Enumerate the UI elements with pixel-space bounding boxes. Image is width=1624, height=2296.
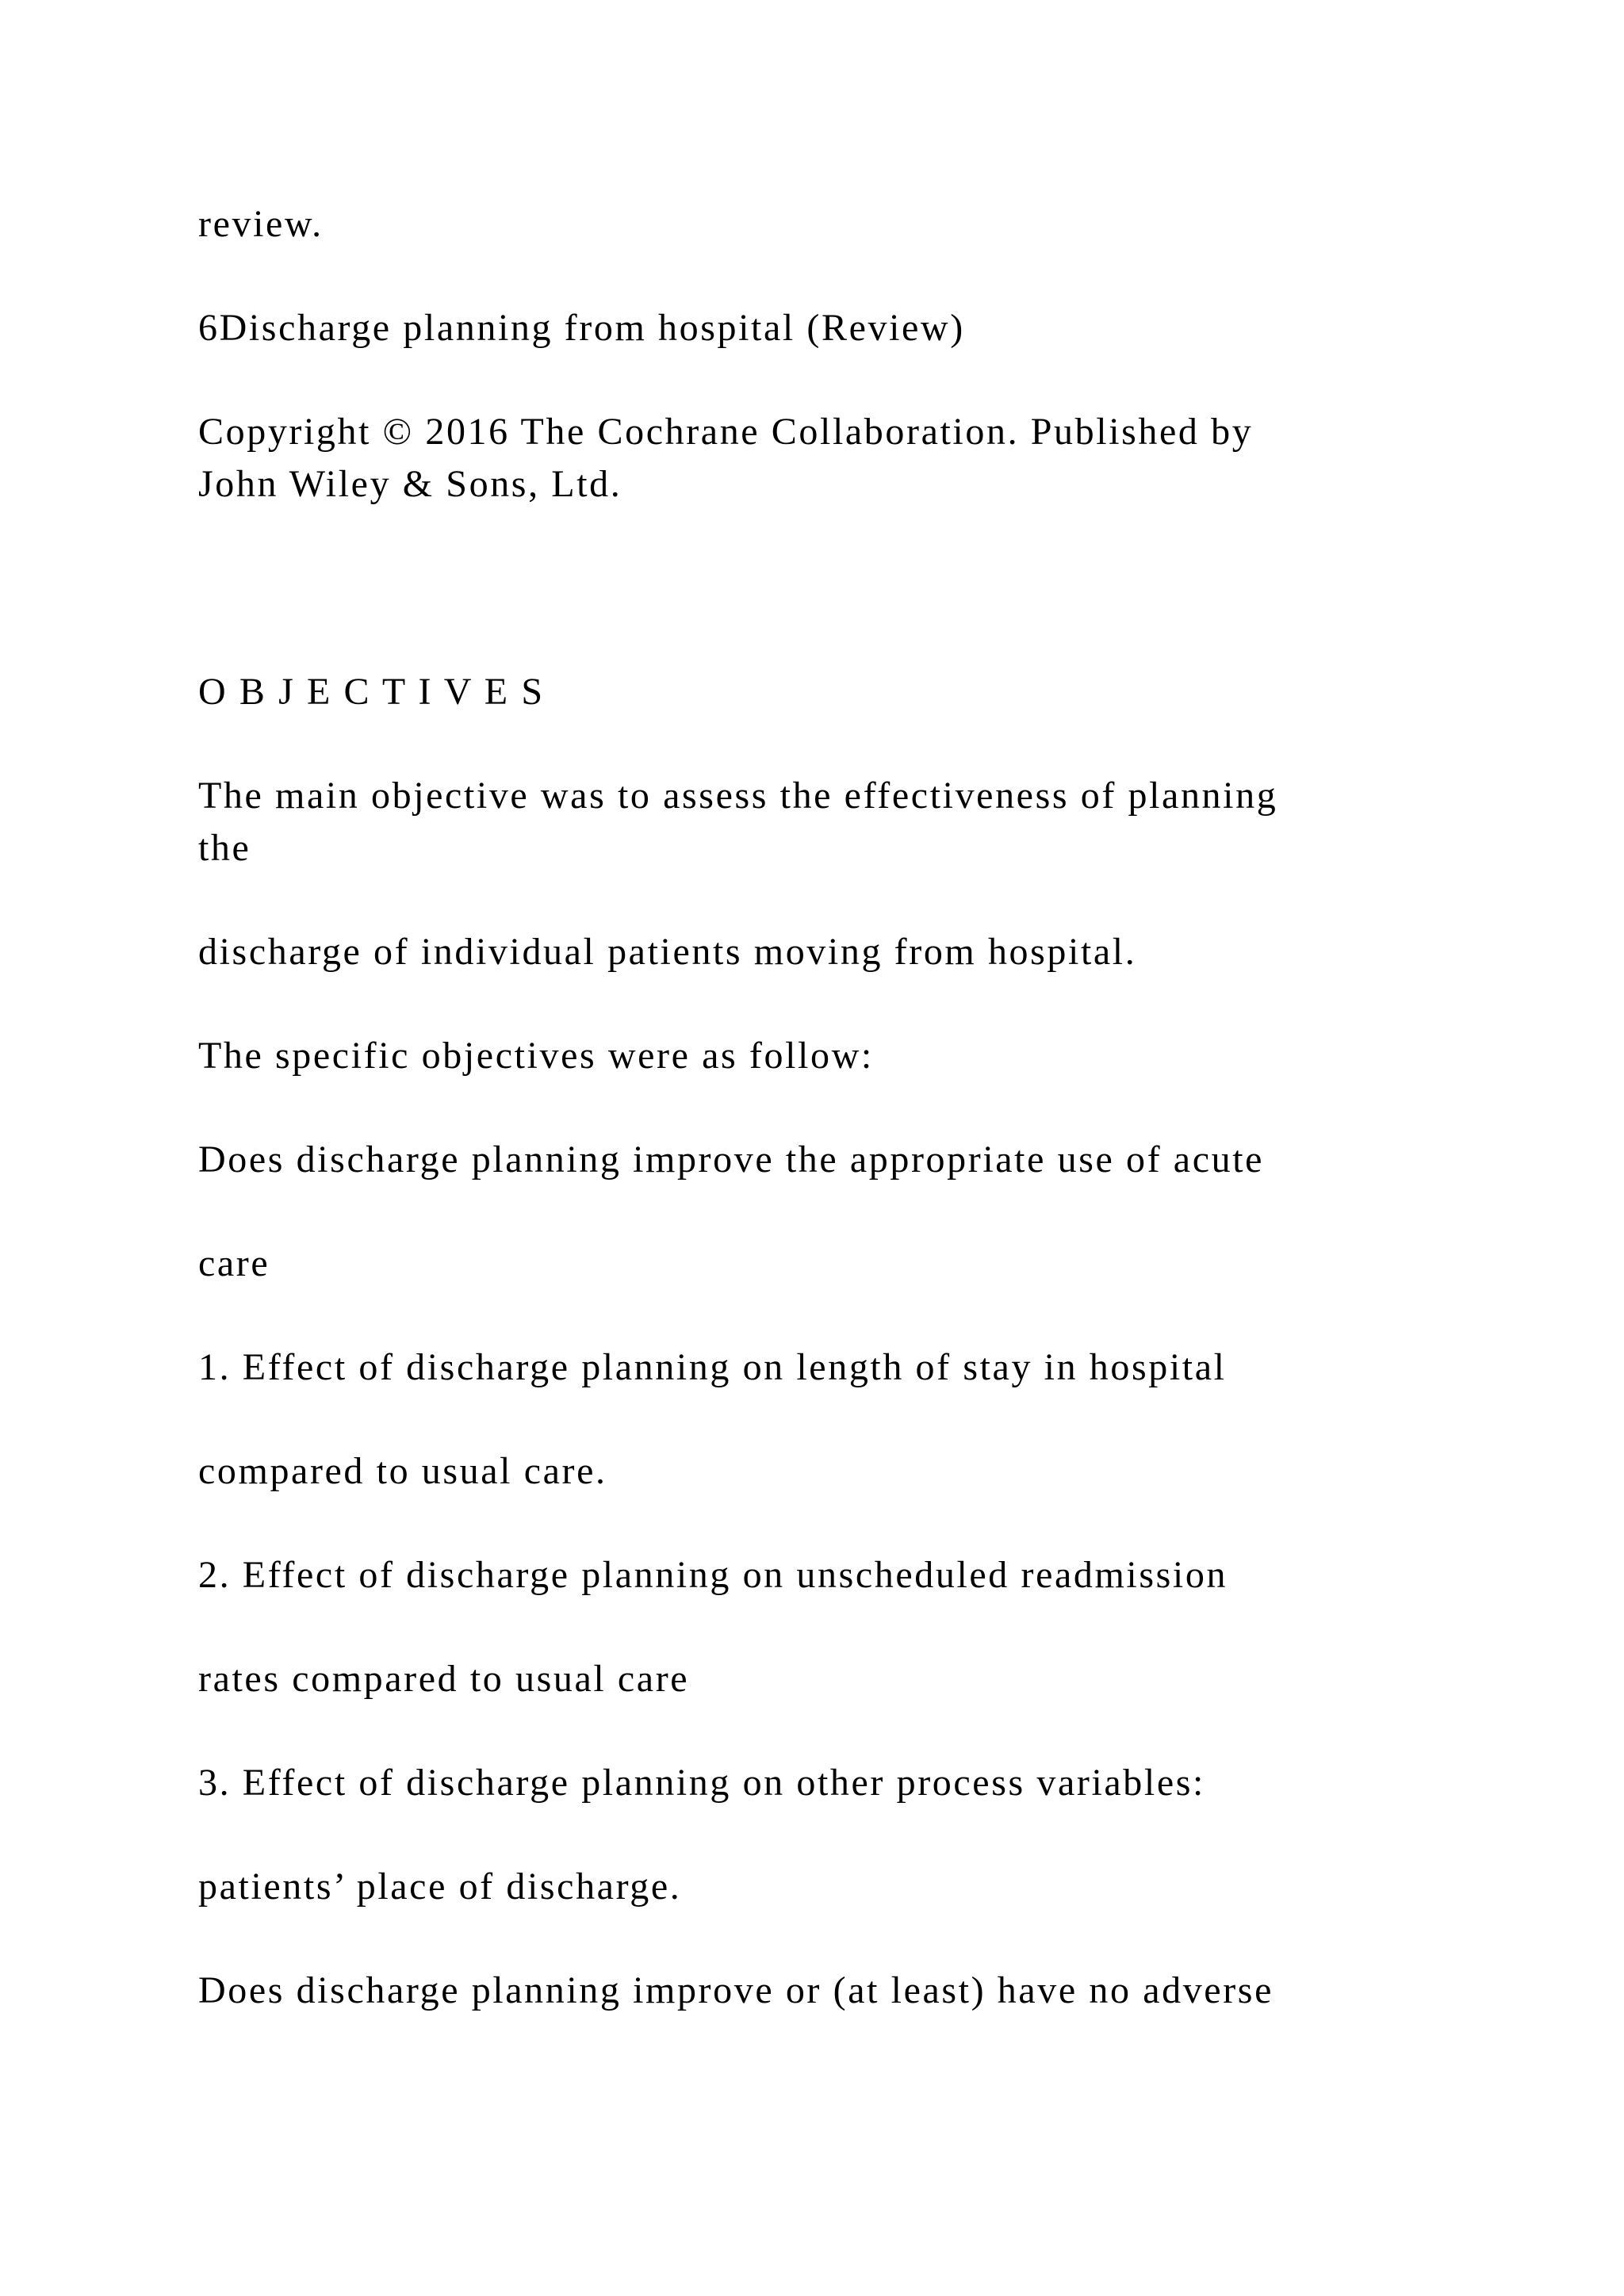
text-line-item-1b: compared to usual care. (198, 1450, 607, 1492)
text-line-item-1a: 1. Effect of discharge planning on length of stay in hospital (198, 1346, 1227, 1388)
text-line-main-objective-3: discharge of individual patients moving from hospital. (198, 931, 1137, 973)
section-heading-objectives: O B J E C T I V E S (198, 671, 545, 713)
text-line-question-adverse: Does discharge planning improve or (at least) have no adverse (198, 1969, 1274, 2011)
text-line-specific-objectives: The specific objectives were as follow: (198, 1035, 874, 1077)
text-line-main-objective-2: the (198, 827, 251, 869)
text-line-item-2b: rates compared to usual care (198, 1658, 690, 1700)
text-line-review: review. (198, 203, 324, 245)
text-line-item-2a: 2. Effect of discharge planning on unscheduled readmission (198, 1554, 1228, 1596)
text-line-item-3a: 3. Effect of discharge planning on other process variables: (198, 1762, 1205, 1804)
text-line-question-acute-care-1: Does discharge planning improve the appropriate use of acute (198, 1138, 1265, 1181)
text-line-copyright-2: John Wiley & Sons, Ltd. (198, 463, 622, 505)
text-line-main-objective-1: The main objective was to assess the effectiveness of planning (198, 775, 1278, 817)
text-line-item-3b: patients’ place of discharge. (198, 1866, 682, 1908)
text-line-copyright-1: Copyright © 2016 The Cochrane Collaboration. Published by (198, 411, 1254, 453)
text-line-running-title: 6Discharge planning from hospital (Review) (198, 307, 965, 349)
text-line-question-acute-care-2: care (198, 1242, 270, 1284)
